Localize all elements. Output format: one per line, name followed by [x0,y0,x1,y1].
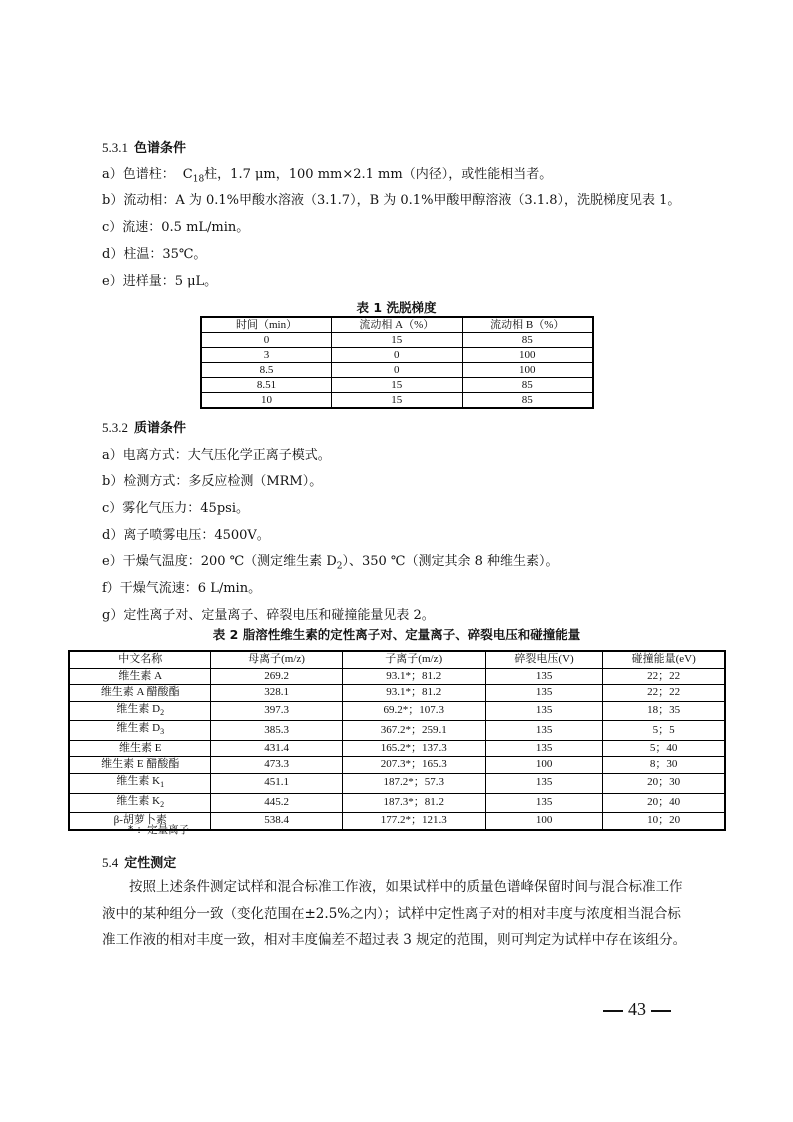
page-dash-left [603,1010,623,1012]
section-532-title: 质谱条件 [134,421,187,436]
table2-energy-cell: 22；22 [603,668,725,685]
table2-energy-cell: 8；30 [603,757,725,774]
detection-line: b）检测方式：多反应检测（MRM）。 [102,474,323,489]
table2-header-cell: 碰撞能量(eV) [603,651,725,668]
table2-child-cell: 93.1*；81.2 [342,685,485,702]
table2-name-cell [69,685,211,702]
table2-header-cell: 中文名称 [69,651,211,668]
dry-gas-temp-line [102,550,559,572]
table2-child-cell: 367.2*；259.1 [342,721,485,741]
table2-name-cell [69,793,211,813]
table1-row [201,363,593,378]
table2-header-cell: 子离子(m/z) [342,651,485,668]
page-number [598,999,676,1020]
table1-cell: 85 [462,393,593,409]
table1-header-row [201,317,593,333]
vitamin-subscript: 3 [160,727,165,737]
table2-row [69,701,725,721]
page-dash-right [651,1010,671,1012]
table2-row [69,740,725,757]
table2-parent-cell: 328.1 [211,685,342,702]
table2-name-cell [69,757,211,774]
table2-child-cell: 69.2*；107.3 [342,701,485,721]
table2-name-cell [69,721,211,741]
nebulizer-line: c）雾化气压力：45psi。 [102,501,249,516]
ion-pair-ref-line: g）定性离子对、定量离子、碎裂电压和碰撞能量见表 2。 [102,608,435,623]
table1-row [201,333,593,348]
table2-parent-cell: 397.3 [211,701,342,721]
column-c-sub: 18 [192,174,205,185]
table1-cell: 100 [462,363,593,378]
table2-parent-cell: 451.1 [211,773,342,793]
vitamin-name: 维生素 A [118,669,163,682]
table2-child-cell: 187.3*；81.2 [342,793,485,813]
table2-voltage-cell: 135 [485,685,603,702]
table1-cell: 85 [462,333,593,348]
table1-cell: 10 [201,393,332,409]
table1-row [201,393,593,409]
section-531-title: 色谱条件 [134,141,187,156]
column-temp-line: d）柱温：35℃。 [102,247,207,262]
vitamin-name: 维生素 D [116,702,161,715]
spray-voltage-line: d）离子喷雾电压：4500V。 [102,528,270,543]
table2-child-cell: 187.2*；57.3 [342,773,485,793]
table1-cell: 0 [332,348,462,363]
table2-header-row [69,651,725,668]
section-531-heading [102,137,186,156]
table2-name-cell [69,701,211,721]
section-532-number: 5.3.2 [102,420,128,435]
vitamin-name: 维生素 E [118,741,162,754]
table1-cell: 8.51 [201,378,332,393]
dry-gas-temp-post: ）、350 ℃（测定其余 8 种维生素）。 [342,554,559,569]
vitamin-name: β-胡萝卜素 [113,814,167,827]
column-prefix: a）色谱柱： [102,167,175,182]
table2-vitamin-ms-params [68,650,726,831]
table2-energy-cell: 22；22 [603,685,725,702]
table1-cell: 15 [332,333,462,348]
table2-parent-cell: 431.4 [211,740,342,757]
table2-child-cell: 207.3*；165.3 [342,757,485,774]
table1-caption: 表 1 洗脱梯度 [356,300,437,315]
table2-name-cell [69,773,211,793]
table2-voltage-cell: 100 [485,813,603,830]
table1-cell: 0 [201,333,332,348]
table2-header-cell: 碎裂电压(V) [485,651,603,668]
table1-cell: 8.5 [201,363,332,378]
vitamin-name: 维生素 D [116,722,161,735]
table2-energy-cell: 5；5 [603,721,725,741]
table2-row [69,668,725,685]
table2-row [69,757,725,774]
dry-gas-flow-line: f）干燥气流速：6 L/min。 [102,581,262,596]
table2-parent-cell: 538.4 [211,813,342,830]
table1-row [201,378,593,393]
vitamin-name: 维生素 K [116,794,161,807]
table2-parent-cell: 269.2 [211,668,342,685]
column-c: C [182,167,193,182]
vitamin-name: 维生素 A 醋酸酯 [100,686,180,698]
table2-voltage-cell: 135 [485,773,603,793]
table2-energy-cell: 10；20 [603,813,725,830]
table2-voltage-cell: 135 [485,793,603,813]
ionization-line: a）电离方式：大气压化学正离子模式。 [102,448,331,463]
vitamin-name: 维生素 K [116,774,161,787]
column-rest: 柱，1.7 μm，100 mm×2.1 mm（内径），或性能相当者。 [204,167,553,182]
table1-header-cell: 流动相 A（%） [332,317,462,333]
vitamin-subscript: 1 [160,780,165,790]
injection-volume-line: e）进样量：5 μL。 [102,274,218,289]
section-54-number: 5.4 [102,855,119,870]
table1-header-cell: 流动相 B（%） [462,317,593,333]
table2-parent-cell: 445.2 [211,793,342,813]
table2-row [69,685,725,702]
qualitative-paragraph: 按照上述条件测定试样和混合标准工作液，如果试样中的质量色谱峰保留时间与混合标准工作液中的某种组分一致（变化范围在±2.5%之内）；试样中定性离子对的相对丰度与浓度相当混合标准工作液的相对丰度一致，相对丰度偏差不超过表 3 规定的范围，则可判定为试样中存在该组分。 [102,879,687,948]
table1-header-cell: 时间（min） [201,317,332,333]
table2-footnote: * ：定量离子 [128,824,190,836]
table2-parent-cell: 473.3 [211,757,342,774]
section-531-number: 5.3.1 [102,140,128,155]
table2-row [69,721,725,741]
table2-energy-cell: 20；40 [603,793,725,813]
flow-rate-line: c）流速：0.5 mL/min。 [102,220,250,235]
table1-cell: 0 [332,363,462,378]
vitamin-subscript: 2 [160,707,165,717]
table2-voltage-cell: 135 [485,721,603,741]
vitamin-subscript: 2 [160,799,165,809]
table1-elution-gradient [200,316,594,409]
table1-cell: 3 [201,348,332,363]
table2-name-cell [69,668,211,685]
table1-row [201,348,593,363]
column-condition-line [102,163,552,185]
table2-child-cell: 177.2*；121.3 [342,813,485,830]
table2-voltage-cell: 135 [485,668,603,685]
section-54-heading [102,852,176,871]
dry-gas-temp-pre: e）干燥气温度：200 ℃（测定维生素 D [102,554,337,569]
dry-gas-temp-sub: 2 [336,561,343,572]
table2-row [69,773,725,793]
table2-voltage-cell: 135 [485,701,603,721]
table2-energy-cell: 20；30 [603,773,725,793]
section-532-heading [102,417,186,436]
section-54-title: 定性测定 [124,856,177,871]
table2-child-cell: 93.1*；81.2 [342,668,485,685]
table2-name-cell [69,740,211,757]
page-number-value: 43 [628,999,646,1019]
table2-voltage-cell: 100 [485,757,603,774]
table2-child-cell: 165.2*；137.3 [342,740,485,757]
table1-cell: 85 [462,378,593,393]
table2-row [69,793,725,813]
vitamin-name: 维生素 E 醋酸酯 [101,758,180,771]
table1-cell: 100 [462,348,593,363]
table2-energy-cell: 18；35 [603,701,725,721]
table2-header-cell: 母离子(m/z) [211,651,342,668]
table1-cell: 15 [332,378,462,393]
table2-voltage-cell: 135 [485,740,603,757]
table2-energy-cell: 5；40 [603,740,725,757]
table2-parent-cell: 385.3 [211,721,342,741]
mobile-phase-line: b）流动相：A 为 0.1%甲酸水溶液（3.1.7），B 为 0.1%甲酸甲醇溶液（3.1.8），洗脱梯度见表 1。 [102,193,681,208]
table1-cell: 15 [332,393,462,409]
table2-caption: 表 2 脂溶性维生素的定性离子对、定量离子、碎裂电压和碰撞能量 [212,627,581,642]
